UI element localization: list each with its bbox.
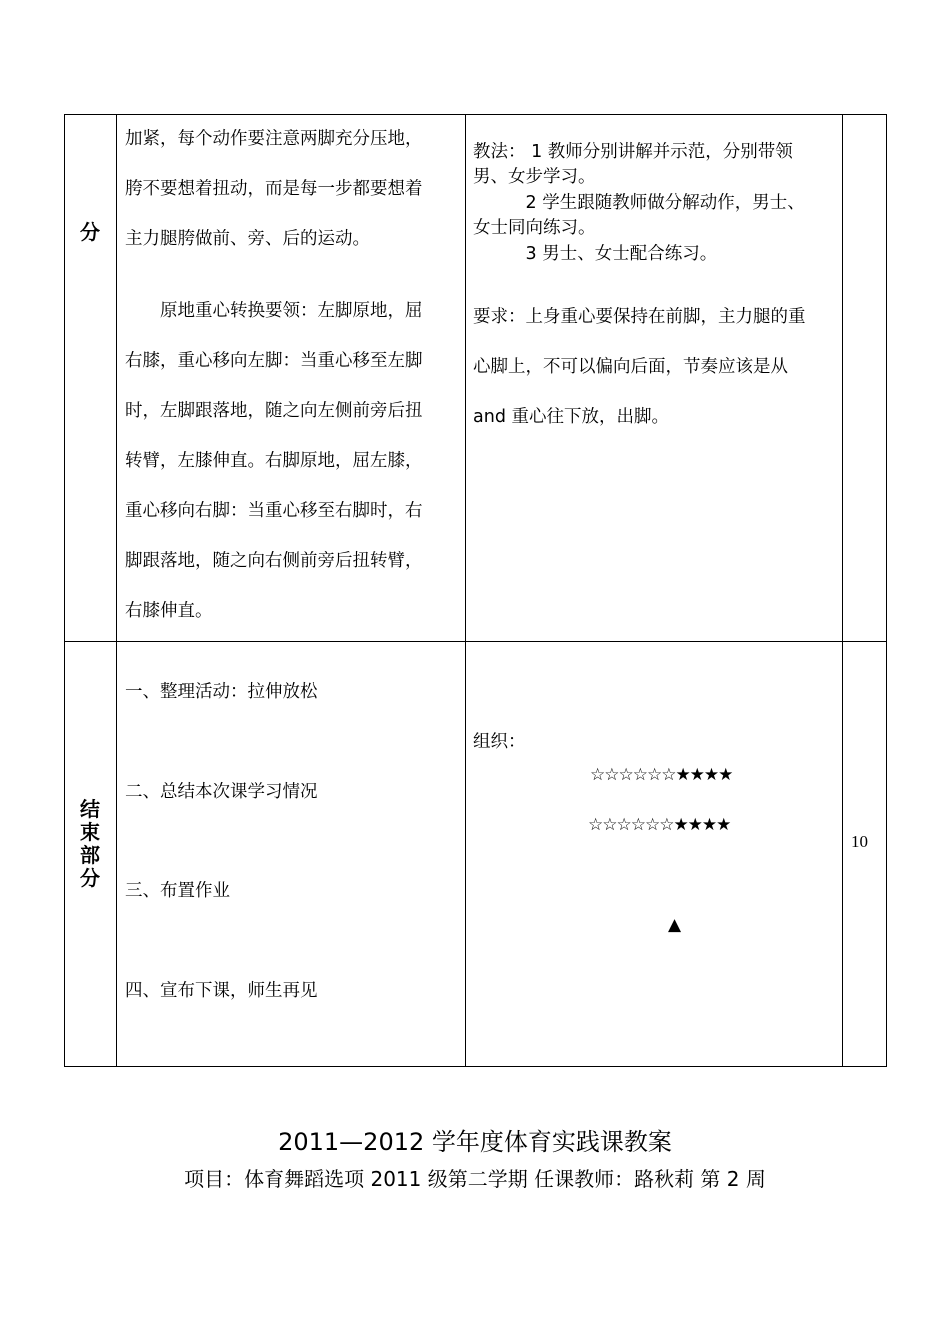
end-item: 三、布置作业: [125, 881, 230, 901]
section-label-char: 分: [80, 866, 100, 890]
section-label-char: 结: [80, 797, 100, 821]
method-line: 3 男士、女士配合练习。: [473, 244, 718, 264]
section-label-top: 分: [80, 220, 100, 244]
content-line: 时，左脚跟落地，随之向左侧前旁后扭: [125, 401, 423, 421]
end-item: 四、宣布下课，师生再见: [125, 981, 318, 1001]
row-divider: [64, 641, 887, 642]
content-line: 主力腿胯做前、旁、后的运动。: [125, 229, 370, 249]
page-title: 2011—2012 学年度体育实践课教案: [278, 1128, 672, 1156]
content-line: 转臂，左膝伸直。右脚原地，屈左膝，: [125, 451, 423, 471]
method-line: 2 学生跟随教师做分解动作，男士、: [473, 193, 805, 213]
method-line: 女士同向练习。: [473, 218, 596, 238]
content-line: 右膝伸直。: [125, 601, 213, 621]
content-line: 胯不要想着扭动，而是每一步都要想着: [125, 179, 423, 199]
section-label-char: 部: [80, 843, 100, 867]
method-line: 男、女步学习。: [473, 167, 596, 187]
content-line: 重心移向右脚：当重心移至右脚时，右: [125, 501, 423, 521]
lesson-plan-table: [64, 114, 887, 1067]
column-divider: [116, 114, 117, 1067]
formation-row: ☆☆☆☆☆☆★★★★: [588, 815, 731, 835]
content-line: 原地重心转换要领：左脚原地，屈: [125, 301, 423, 321]
teacher-triangle-icon: ▲: [668, 915, 681, 935]
column-divider: [842, 114, 843, 1067]
formation-row: ☆☆☆☆☆☆★★★★: [590, 765, 733, 785]
content-line: 加紧，每个动作要注意两脚充分压地，: [125, 129, 423, 149]
content-line: 脚跟落地，随之向右侧前旁后扭转臂，: [125, 551, 423, 571]
section-label-char: 束: [80, 820, 100, 844]
end-item: 二、总结本次课学习情况: [125, 782, 318, 802]
content-line: 右膝，重心移向左脚：当重心移至左脚: [125, 351, 423, 371]
end-item: 一、整理活动：拉伸放松: [125, 682, 318, 702]
method-line: 教法： 1 教师分别讲解并示范，分别带领: [473, 142, 793, 162]
section-label-end: [64, 798, 116, 890]
organization-label: 组织：: [473, 732, 526, 752]
column-divider: [465, 114, 466, 1067]
requirement-line: and 重心往下放，出脚。: [473, 407, 669, 427]
time-minutes: 10: [851, 832, 868, 851]
requirement-line: 要求：上身重心要保持在前脚，主力腿的重: [473, 307, 806, 327]
requirement-line: 心脚上，不可以偏向后面，节奏应该是从: [473, 357, 788, 377]
page-subtitle: 项目：体育舞蹈选项 2011 级第二学期 任课教师：路秋莉 第 2 周: [184, 1167, 766, 1191]
